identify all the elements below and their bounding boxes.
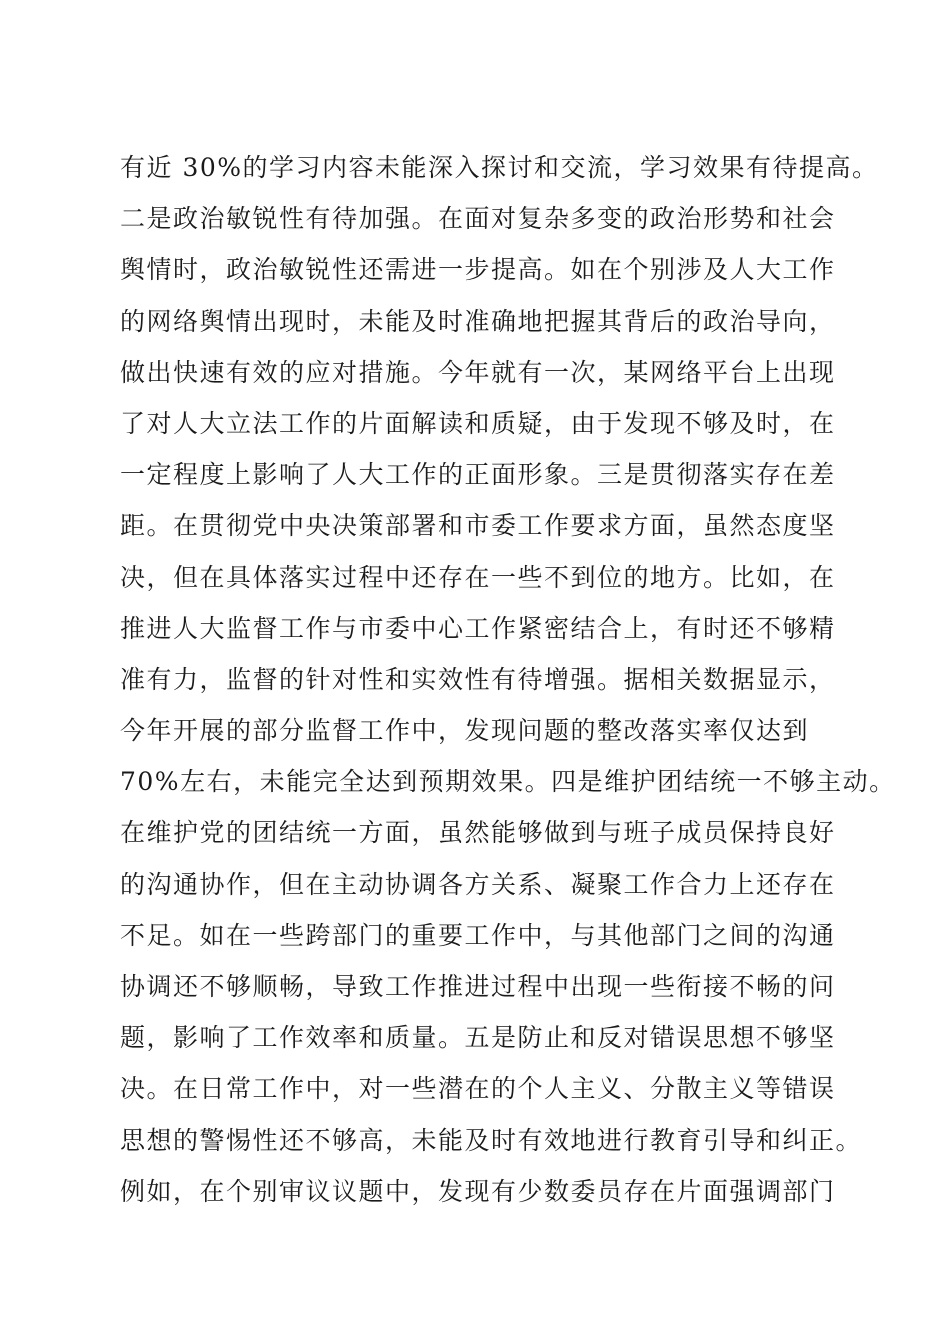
text-line: 决。在日常工作中，对一些潜在的个人主义、分散主义等错误 [120,1074,836,1104]
text-line: 二是政治敏锐性有待加强。在面对复杂多变的政治形势和社会 [120,204,836,234]
body-text [120,142,896,1217]
text-line: 推进人大监督工作与市委中心工作紧密结合上，有时还不够精 [120,613,836,643]
text-line: 准有力，监督的针对性和实效性有待增强。据相关数据显示， [120,664,836,694]
text-line: 协调还不够顺畅，导致工作推进过程中出现一些衔接不畅的问 [120,972,836,1001]
text-line: 不足。如在一些跨部门的重要工作中，与其他部门之间的沟通 [120,920,836,950]
text-line: 距。在贯彻党中央决策部署和市委工作要求方面，虽然态度坚 [120,511,836,541]
text-line: 舆情时，政治敏锐性还需进一步提高。如在个别涉及人大工作 [120,255,836,285]
text-line: 题，影响了工作效率和质量。五是防止和反对错误思想不够坚 [120,1023,836,1053]
text-line: 今年开展的部分监督工作中，发现问题的整改落实率仅达到 [120,716,810,746]
text-line: 例如，在个别审议议题中，发现有少数委员存在片面强调部门 [120,1176,836,1206]
text-line: 有近 30%的学习内容未能深入探讨和交流，学习效果有待提高。 [120,153,879,182]
text-line: 做出快速有效的应对措施。今年就有一次，某网络平台上出现 [120,357,836,387]
text-line: 思想的警惕性还不够高，未能及时有效地进行教育引导和纠正。 [120,1125,863,1155]
text-line: 一定程度上影响了人大工作的正面形象。三是贯彻落实存在差 [120,460,836,490]
text-line: 决，但在具体落实过程中还存在一些不到位的地方。比如，在 [120,562,836,592]
text-line: 70%左右，未能完全达到预期效果。四是维护团结统一不够主动。 [120,767,896,797]
text-line: 的沟通协作，但在主动协调各方关系、凝聚工作合力上还存在 [120,869,836,899]
text-line: 的网络舆情出现时，未能及时准确地把握其背后的政治导向， [120,306,836,336]
text-line: 在维护党的团结统一方面，虽然能够做到与班子成员保持良好 [120,818,836,848]
text-line: 了对人大立法工作的片面解读和质疑，由于发现不够及时，在 [120,408,836,438]
